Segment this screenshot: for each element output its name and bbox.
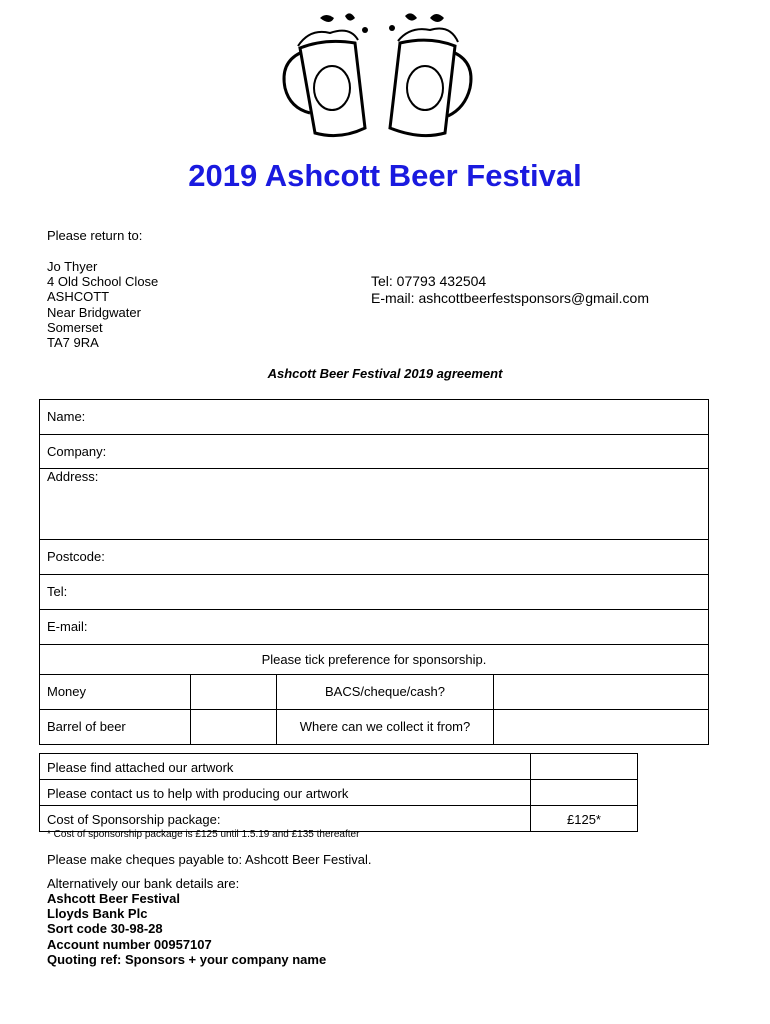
artwork-contact-tick-box[interactable] — [531, 780, 637, 805]
money-row — [40, 674, 708, 709]
company-label: Company: — [47, 444, 107, 459]
address-line: Near Bridgwater — [47, 305, 141, 320]
bank-detail: Ashcott Beer Festival — [47, 891, 180, 906]
contact-email: E-mail: ashcottbeerfestsponsors@gmail.com — [371, 290, 649, 306]
address-line: ASHCOTT — [47, 289, 110, 304]
bank-detail: Account number 00957107 — [47, 937, 212, 952]
page-title: 2019 Ashcott Beer Festival — [188, 158, 582, 193]
barrel-row — [40, 709, 708, 744]
money-label: Money — [47, 684, 87, 699]
sponsor-form — [39, 399, 709, 745]
address-line: Jo Thyer — [47, 259, 98, 274]
cost-footnote: * Cost of sponsorship package is £125 until 1.5.19 and £135 thereafter — [47, 829, 360, 840]
postcode-field[interactable] — [40, 539, 708, 574]
bank-detail: Quoting ref: Sponsors + your company name — [47, 952, 327, 967]
bank-detail: Lloyds Bank Plc — [47, 906, 148, 921]
preference-heading-row — [40, 644, 708, 674]
preference-heading: Please tick preference for sponsorship. — [261, 652, 487, 667]
email-label: E-mail: — [47, 619, 88, 634]
name-field[interactable] — [40, 400, 708, 434]
money-tick-box[interactable] — [190, 675, 276, 709]
barrel-collect-input[interactable] — [493, 710, 708, 744]
artwork-contact-row — [40, 779, 637, 805]
artwork-attached-label: Please find attached our artwork — [47, 760, 234, 775]
address-label: Address: — [47, 469, 99, 484]
cheques-note: Please make cheques payable to: Ashcott Beer Festival. — [47, 852, 372, 867]
artwork-table — [39, 753, 638, 832]
bank-intro: Alternatively our bank details are: — [47, 876, 240, 891]
address-line: TA7 9RA — [47, 335, 99, 350]
cost-label: Cost of Sponsorship package: — [47, 812, 221, 827]
tel-field[interactable] — [40, 574, 708, 609]
bank-detail: Sort code 30-98-28 — [47, 921, 163, 936]
address-line: Somerset — [47, 320, 103, 335]
email-field[interactable] — [40, 609, 708, 644]
beer-mugs-clinking-icon — [270, 8, 490, 148]
company-field[interactable] — [40, 434, 708, 468]
address-field[interactable] — [40, 468, 708, 539]
barrel-tick-box[interactable] — [190, 710, 276, 744]
artwork-attached-tick-box[interactable] — [531, 754, 637, 779]
money-method-input[interactable] — [493, 675, 708, 709]
postcode-label: Postcode: — [47, 549, 105, 564]
tel-label: Tel: — [47, 584, 68, 599]
barrel-collect-label: Where can we collect it from? — [299, 719, 471, 734]
name-label: Name: — [47, 409, 86, 424]
cost-row — [40, 805, 637, 831]
artwork-attached-row — [40, 754, 637, 779]
address-line: 4 Old School Close — [47, 274, 159, 289]
return-to-label: Please return to: — [47, 228, 143, 243]
barrel-label: Barrel of beer — [47, 719, 126, 734]
contact-tel: Tel: 07793 432504 — [371, 273, 487, 289]
cost-value: £125* — [567, 812, 601, 827]
money-method-label: BACS/cheque/cash? — [325, 684, 445, 699]
artwork-contact-label: Please contact us to help with producing our artwork — [47, 786, 349, 801]
agreement-heading: Ashcott Beer Festival 2019 agreement — [267, 366, 503, 381]
